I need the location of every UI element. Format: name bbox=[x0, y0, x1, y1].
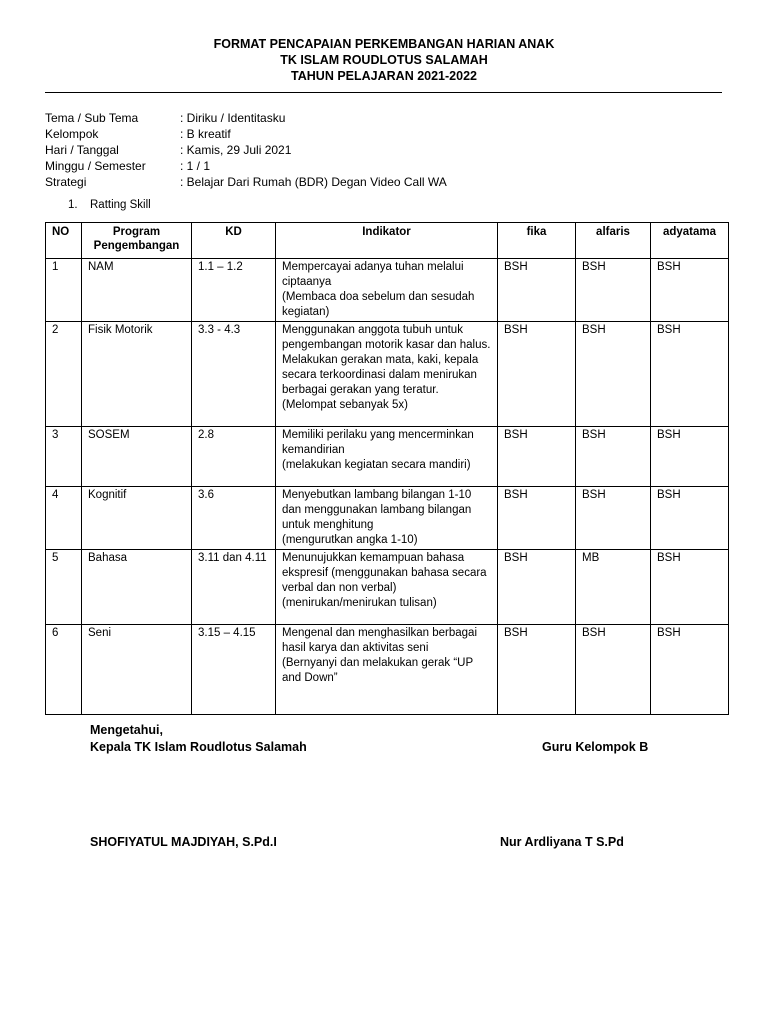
rating-table bbox=[45, 222, 729, 715]
cell-score: BSH bbox=[651, 322, 729, 427]
info-key: Strategi bbox=[45, 175, 87, 189]
info-key: Tema / Sub Tema bbox=[45, 111, 139, 125]
teacher-name: Nur Ardliyana T S.Pd bbox=[500, 835, 624, 849]
cell-score: BSH bbox=[576, 259, 651, 322]
section-heading bbox=[68, 199, 151, 211]
cell-kd: 2.8 bbox=[192, 427, 276, 487]
cell-program: Seni bbox=[82, 625, 192, 715]
info-row bbox=[45, 174, 447, 190]
cell-score: MB bbox=[576, 550, 651, 625]
info-key: Hari / Tanggal bbox=[45, 143, 119, 157]
info-block bbox=[45, 110, 447, 190]
cell-score: BSH bbox=[498, 427, 576, 487]
table-row bbox=[46, 550, 729, 625]
table-header-row bbox=[46, 223, 729, 259]
cell-indikator: Menunujukkan kemampuan bahasa ekspresif (menggunakan bahasa secara verbal dan non verbal) (menirukan/menirukan tulisan) bbox=[276, 550, 498, 625]
section-title: Ratting Skill bbox=[90, 199, 151, 211]
cell-no: 1 bbox=[46, 259, 82, 322]
cell-no: 6 bbox=[46, 625, 82, 715]
header-line-3: TAHUN PELAJARAN 2021-2022 bbox=[291, 69, 477, 83]
cell-indikator: Memiliki perilaku yang mencerminkan kemandirian (melakukan kegiatan secara mandiri) bbox=[276, 427, 498, 487]
info-value: : 1 / 1 bbox=[180, 159, 211, 173]
table-row bbox=[46, 322, 729, 427]
info-value: : Belajar Dari Rumah (BDR) Degan Video Call WA bbox=[180, 175, 447, 189]
cell-kd: 3.6 bbox=[192, 487, 276, 550]
info-key: Kelompok bbox=[45, 127, 99, 141]
table-row bbox=[46, 427, 729, 487]
cell-kd: 3.11 dan 4.11 bbox=[192, 550, 276, 625]
col-header-student-1: fika bbox=[498, 223, 576, 259]
cell-score: BSH bbox=[651, 427, 729, 487]
info-value: : B kreatif bbox=[180, 127, 231, 141]
cell-indikator: Mengenal dan menghasilkan berbagai hasil karya dan aktivitas seni (Bernyanyi dan melakukan gerak “UP and Down” bbox=[276, 625, 498, 715]
principal-title: Kepala TK Islam Roudlotus Salamah bbox=[90, 740, 307, 754]
cell-score: BSH bbox=[498, 487, 576, 550]
mengetahui-label: Mengetahui, bbox=[90, 723, 163, 737]
cell-score: BSH bbox=[576, 487, 651, 550]
cell-program: Kognitif bbox=[82, 487, 192, 550]
cell-program: Bahasa bbox=[82, 550, 192, 625]
principal-name: SHOFIYATUL MAJDIYAH, S.Pd.I bbox=[90, 835, 277, 849]
cell-score: BSH bbox=[651, 625, 729, 715]
cell-score: BSH bbox=[498, 550, 576, 625]
cell-kd: 3.3 - 4.3 bbox=[192, 322, 276, 427]
cell-kd: 3.15 – 4.15 bbox=[192, 625, 276, 715]
cell-score: BSH bbox=[576, 322, 651, 427]
teacher-title: Guru Kelompok B bbox=[542, 740, 649, 754]
info-value: : Diriku / Identitasku bbox=[180, 111, 286, 125]
cell-program: SOSEM bbox=[82, 427, 192, 487]
info-value: : Kamis, 29 Juli 2021 bbox=[180, 143, 292, 157]
table-row bbox=[46, 487, 729, 550]
document-header bbox=[0, 36, 768, 84]
cell-program: NAM bbox=[82, 259, 192, 322]
cell-no: 5 bbox=[46, 550, 82, 625]
info-row bbox=[45, 110, 447, 126]
cell-score: BSH bbox=[498, 259, 576, 322]
table-row bbox=[46, 259, 729, 322]
cell-score: BSH bbox=[651, 487, 729, 550]
cell-score: BSH bbox=[498, 322, 576, 427]
cell-indikator: Menyebutkan lambang bilangan 1-10 dan menggunakan lambang bilangan untuk menghitung (mengurutkan angka 1-10) bbox=[276, 487, 498, 550]
cell-score: BSH bbox=[651, 259, 729, 322]
section-number: 1. bbox=[68, 199, 78, 211]
header-line-1: FORMAT PENCAPAIAN PERKEMBANGAN HARIAN ANAK bbox=[213, 37, 555, 51]
cell-no: 2 bbox=[46, 322, 82, 427]
cell-no: 4 bbox=[46, 487, 82, 550]
cell-no: 3 bbox=[46, 427, 82, 487]
col-header-program: Program Pengembangan bbox=[82, 223, 192, 259]
col-header-student-2: alfaris bbox=[576, 223, 651, 259]
table-row bbox=[46, 625, 729, 715]
col-header-student-3: adyatama bbox=[651, 223, 729, 259]
info-row bbox=[45, 142, 447, 158]
col-header-no: NO bbox=[46, 223, 82, 259]
cell-kd: 1.1 – 1.2 bbox=[192, 259, 276, 322]
col-header-indikator: Indikator bbox=[276, 223, 498, 259]
col-header-kd: KD bbox=[192, 223, 276, 259]
cell-score: BSH bbox=[576, 427, 651, 487]
header-line-2: TK ISLAM ROUDLOTUS SALAMAH bbox=[280, 53, 488, 67]
info-row bbox=[45, 126, 447, 142]
cell-indikator: Mempercayai adanya tuhan melalui ciptaanya (Membaca doa sebelum dan sesudah kegiatan) bbox=[276, 259, 498, 322]
info-row bbox=[45, 158, 447, 174]
cell-score: BSH bbox=[576, 625, 651, 715]
header-divider bbox=[45, 92, 722, 93]
cell-indikator: Menggunakan anggota tubuh untuk pengembangan motorik kasar dan halus. Melakukan gerakan mata, kaki, kepala secara terkoordinasi dalam menirukan berbagai gerakan yang teratur. (Melompat sebanyak 5x) bbox=[276, 322, 498, 427]
cell-score: BSH bbox=[651, 550, 729, 625]
cell-score: BSH bbox=[498, 625, 576, 715]
info-key: Minggu / Semester bbox=[45, 159, 146, 173]
cell-program: Fisik Motorik bbox=[82, 322, 192, 427]
